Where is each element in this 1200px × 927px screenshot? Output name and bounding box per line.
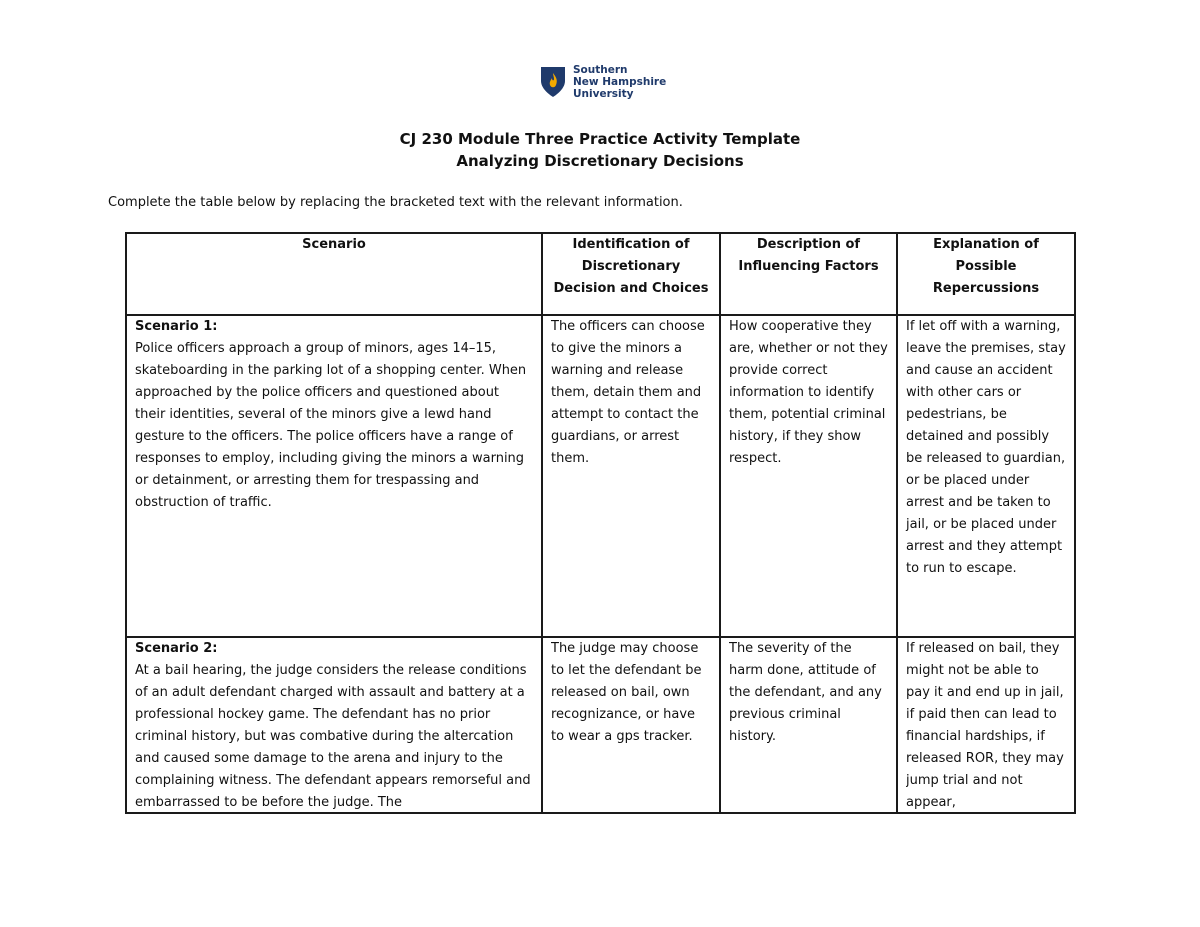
logo-line-2: New Hampshire — [573, 76, 667, 88]
table-row — [126, 315, 1075, 637]
repercussions-cell — [897, 637, 1075, 813]
logo-line-3: University — [573, 88, 634, 100]
title-line-1: CJ 230 Module Three Practice Activity Template — [399, 130, 801, 148]
scenario-label: Scenario 1: — [135, 319, 218, 334]
scenario-label: Scenario 2: — [135, 641, 218, 656]
header-repercussions: Explanation of Possible Repercussions — [897, 233, 1075, 315]
repercussions-cell: If let off with a warning, leave the premises, stay and cause an accident with other cars or pedestrians, be detained and possibly be released to guardian, or be placed under arrest and be taken to jail, or be placed under arrest and they attempt to run to escape. — [897, 315, 1075, 637]
factors-cell — [720, 637, 897, 813]
decision-cell — [542, 637, 720, 813]
header-scenario: Scenario — [126, 233, 542, 315]
scenario-cell — [126, 315, 542, 637]
scenario-text: Police officers approach a group of minors, ages 14–15, skateboarding in the parking lot of a shopping center. When approached by the police officers and questioned about their identities, several of the minors give a lewd hand gesture to the officers. The police officers have a range of responses to employ, including giving the minors a warning or detainment, or arresting them for trespassing and obstruction of traffic. — [135, 341, 527, 510]
logo-line-1: Southern — [573, 64, 628, 76]
title-line-2: Analyzing Discretionary Decisions — [456, 152, 744, 170]
scenario-cell — [126, 637, 542, 813]
instructions-text: Complete the table below by replacing the bracketed text with the relevant information. — [108, 195, 683, 210]
table-header-row — [126, 233, 1075, 315]
shield-flame-icon — [539, 65, 567, 99]
scenario-text: At a bail hearing, the judge considers the release conditions of an adult defendant charged with assault and battery at a professional hockey game. The defendant has no prior criminal history, but was combative during the altercation and caused some damage to the arena and injury to the complaining witness. The defendant appears remorseful and embarrassed to be before the judge. The — [135, 663, 531, 810]
decision-cell: The officers can choose to give the minors a warning and release them, detain them and attempt to contact the guardians, or arrest them. — [542, 315, 720, 637]
logo-wordmark — [573, 64, 666, 100]
activity-table — [125, 232, 1076, 814]
factors-text: The severity of the harm done, attitude of the defendant, and any previous criminal history. — [729, 641, 882, 744]
header-factors: Description of Influencing Factors — [720, 233, 897, 315]
document-title — [0, 128, 1200, 172]
factors-cell: How cooperative they are, whether or not they provide correct information to identify them, potential criminal history, if they show respect. — [720, 315, 897, 637]
decision-text: The judge may choose to let the defendant be released on bail, own recognizance, or have to wear a gps tracker. — [551, 641, 702, 744]
table-row — [126, 637, 1075, 813]
header-decision: Identification of Discretionary Decision and Choices — [542, 233, 720, 315]
university-logo — [539, 64, 666, 100]
repercussions-text: If released on bail, they might not be able to pay it and end up in jail, if paid then can lead to financial hardships, if released ROR, they may jump trial and not appear, — [906, 641, 1064, 810]
